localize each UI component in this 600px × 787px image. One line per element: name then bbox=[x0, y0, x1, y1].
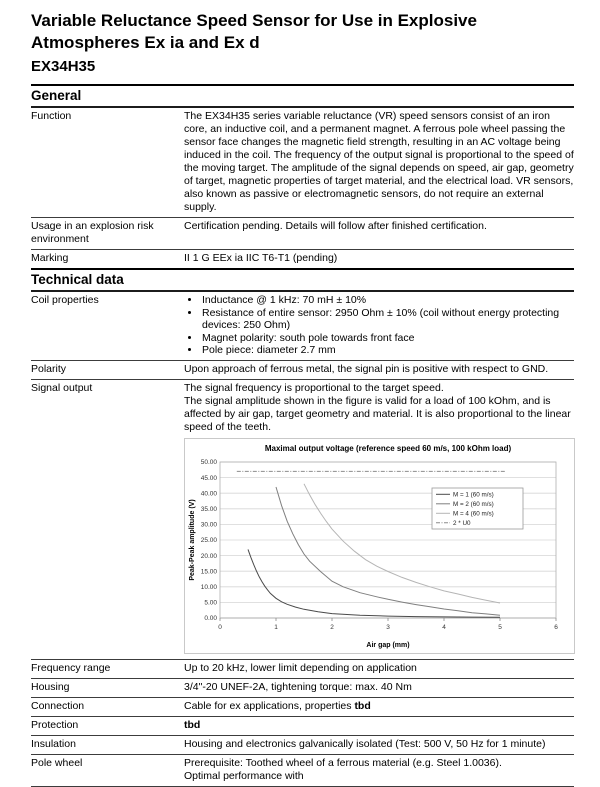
connection-tbd: tbd bbox=[354, 699, 371, 712]
row-label-coil-properties: Coil properties bbox=[31, 294, 99, 306]
svg-text:50.00: 50.00 bbox=[200, 458, 217, 466]
row-label-frequency-range: Frequency range bbox=[31, 661, 111, 674]
row-signal-output bbox=[31, 380, 574, 660]
row-value-coil-properties bbox=[184, 294, 574, 357]
row-label-connection: Connection bbox=[31, 699, 85, 712]
row-value-connection bbox=[184, 700, 574, 713]
svg-text:2: 2 bbox=[330, 623, 334, 631]
row-label-signal-output: Signal output bbox=[31, 381, 93, 394]
signal-output-para1: The signal frequency is proportional to the target speed. bbox=[184, 381, 444, 394]
svg-text:10.00: 10.00 bbox=[200, 583, 217, 591]
coil-bullet-magnet-polarity: • Magnet polarity: south pole towards front face bbox=[201, 332, 574, 345]
svg-text:20.00: 20.00 bbox=[200, 552, 217, 560]
row-function bbox=[31, 108, 574, 218]
row-protection bbox=[31, 717, 574, 736]
svg-text:M = 4 (60 m/s): M = 4 (60 m/s) bbox=[453, 510, 494, 517]
svg-text:0.00: 0.00 bbox=[204, 614, 217, 622]
section-heading-general: General bbox=[31, 84, 574, 108]
row-connection bbox=[31, 698, 574, 717]
svg-text:2 * U0: 2 * U0 bbox=[453, 519, 471, 527]
svg-text:4: 4 bbox=[442, 623, 446, 631]
connection-text: Cable for ex applications, properties bbox=[184, 699, 355, 712]
page-title: Variable Reluctance Speed Sensor for Use in Explosive Atmospheres Ex ia and Ex d bbox=[31, 11, 477, 52]
row-value-polarity: Upon approach of ferrous metal, the signal pin is positive with respect to GND. bbox=[184, 362, 549, 375]
row-label-housing: Housing bbox=[31, 680, 70, 693]
coil-properties-list bbox=[184, 294, 574, 357]
row-insulation bbox=[31, 736, 574, 755]
signal-output-chart bbox=[184, 438, 575, 654]
svg-text:Air gap (mm): Air gap (mm) bbox=[366, 641, 410, 649]
svg-text:40.00: 40.00 bbox=[200, 489, 217, 497]
row-coil-properties bbox=[31, 292, 574, 361]
svg-text:3: 3 bbox=[386, 623, 390, 631]
row-value-usage: Certification pending. Details will follow after finished certification. bbox=[184, 220, 487, 232]
row-label-protection: Protection bbox=[31, 718, 79, 731]
row-housing bbox=[31, 679, 574, 698]
pole-wheel-line1: Prerequisite: Toothed wheel of a ferrous material (e.g. Steel 1.0036). bbox=[184, 756, 502, 769]
row-pole-wheel bbox=[31, 755, 574, 787]
pole-wheel-line2: Optimal performance with bbox=[184, 769, 304, 782]
row-value-housing: 3/4"-20 UNEF-2A, tightening torque: max. 40 Nm bbox=[184, 680, 412, 693]
row-label-usage: Usage in an explosion risk environment bbox=[31, 220, 154, 245]
model-number: EX34H35 bbox=[31, 58, 96, 75]
svg-text:M = 2 (60 m/s): M = 2 (60 m/s) bbox=[453, 500, 494, 508]
row-value-signal-output bbox=[184, 382, 575, 656]
row-frequency-range bbox=[31, 660, 574, 679]
coil-bullet-pole-piece: • Pole piece: diameter 2.7 mm bbox=[201, 344, 574, 357]
svg-text:15.00: 15.00 bbox=[200, 567, 217, 575]
row-label-pole-wheel: Pole wheel bbox=[31, 756, 83, 769]
output-voltage-line-chart bbox=[185, 439, 574, 653]
svg-text:35.00: 35.00 bbox=[200, 505, 217, 513]
row-label-polarity: Polarity bbox=[31, 362, 67, 375]
svg-text:30.00: 30.00 bbox=[200, 521, 217, 529]
section-heading-technical: Technical data bbox=[31, 268, 574, 292]
protection-tbd: tbd bbox=[184, 718, 201, 731]
row-value-marking: II 1 G EEx ia IIC T6-T1 (pending) bbox=[184, 252, 338, 264]
row-polarity bbox=[31, 361, 574, 380]
svg-text:5.00: 5.00 bbox=[204, 599, 217, 607]
svg-text:45.00: 45.00 bbox=[200, 474, 217, 482]
svg-text:5: 5 bbox=[498, 623, 502, 631]
signal-output-para2: The signal amplitude shown in the figure is valid for a load of 100 kOhm, and is affected by air gap, target geometry and material. It is also proportional to the linear speed of the teeth. bbox=[184, 394, 571, 433]
row-value-insulation: Housing and electronics galvanically isolated (Test: 500 V, 50 Hz for 1 minute) bbox=[184, 737, 546, 750]
svg-text:Maximal output voltage (refere: Maximal output voltage (reference speed 60 m/s, 100 kOhm load) bbox=[264, 443, 512, 453]
svg-text:25.00: 25.00 bbox=[200, 536, 217, 544]
coil-bullet-resistance: • Resistance of entire sensor: 2950 Ohm ± 10% (coil without energy protecting devices: 250 Ohm) bbox=[201, 307, 574, 332]
svg-text:M = 1 (60 m/s): M = 1 (60 m/s) bbox=[453, 491, 494, 498]
row-label-function: Function bbox=[31, 110, 72, 122]
row-marking bbox=[31, 250, 574, 268]
svg-text:1: 1 bbox=[274, 623, 278, 631]
row-label-marking: Marking bbox=[31, 252, 69, 264]
row-usage bbox=[31, 218, 574, 250]
row-value-frequency-range: Up to 20 kHz, lower limit depending on application bbox=[184, 661, 417, 674]
svg-text:Peak-Peak amplitude (V): Peak-Peak amplitude (V) bbox=[189, 498, 196, 581]
row-value-function: The EX34H35 series variable reluctance (VR) speed sensors consist of an iron core, an inductive coil, and a permanent magnet. A ferrous pole wheel passing the sensor face changes the magnetic field strength, resulting in an AC voltage being induced in the coil. The frequency of the output signal is proportional to the speed of the moving target. The amplitude of the signal depends on speed, air gap, geometry of target, magnetic properties of target material, and the electrical load. VR sensors, also known as passive or electromagnetic sensors, do not require an external supply. bbox=[184, 110, 574, 213]
svg-text:6: 6 bbox=[554, 623, 558, 631]
coil-bullet-inductance: • Inductance @ 1 kHz: 70 mH ± 10% bbox=[201, 294, 574, 307]
row-label-insulation: Insulation bbox=[31, 737, 76, 750]
row-value-pole-wheel bbox=[184, 757, 574, 783]
row-value-protection bbox=[184, 719, 574, 732]
svg-text:0: 0 bbox=[218, 623, 222, 631]
